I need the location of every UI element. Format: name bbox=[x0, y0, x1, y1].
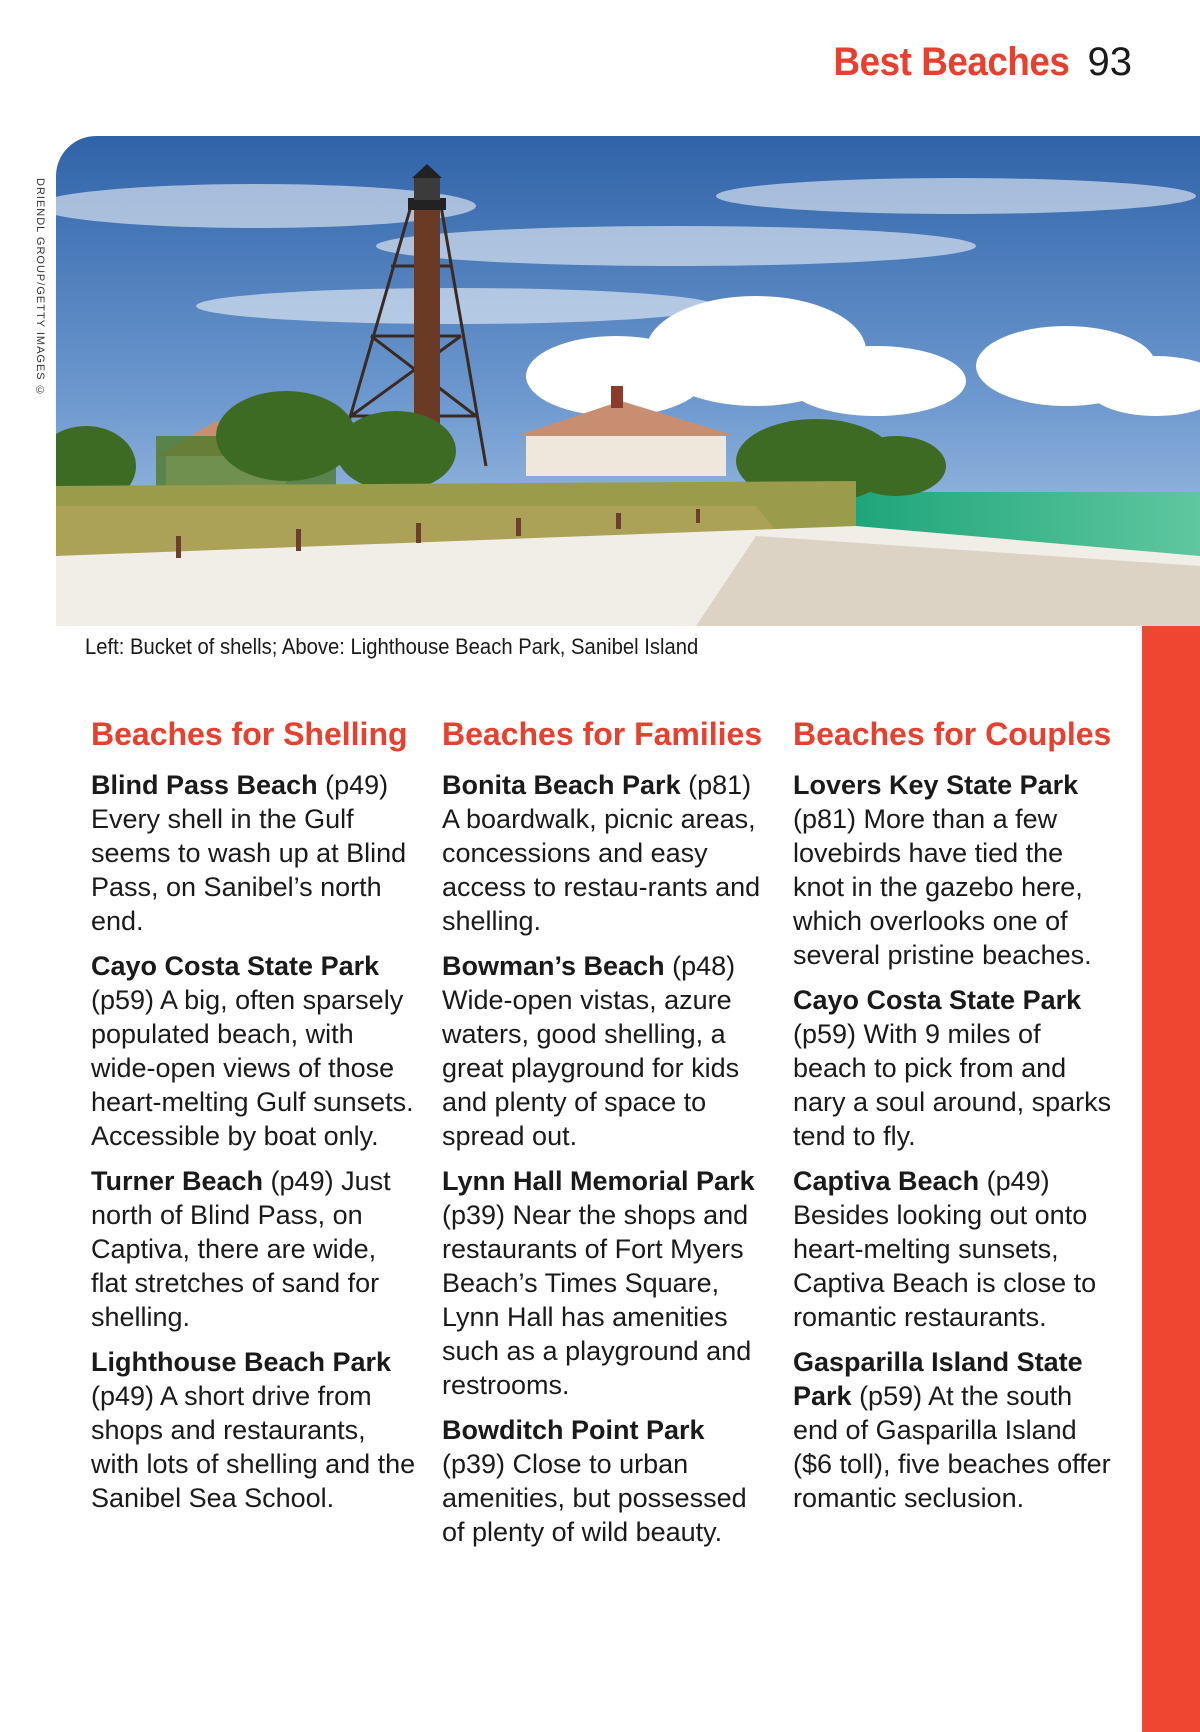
beach-name: Bowditch Point Park bbox=[442, 1415, 705, 1445]
list-item bbox=[793, 1345, 1118, 1515]
lighthouse-beach-photo bbox=[56, 136, 1200, 626]
list-item bbox=[442, 1164, 767, 1402]
heading-shelling: Beaches for Shelling bbox=[91, 716, 408, 752]
beach-name: Turner Beach bbox=[91, 1166, 264, 1196]
beach-name: Gasparilla Island State Park bbox=[793, 1347, 1083, 1411]
beach-name: Blind Pass Beach bbox=[91, 770, 318, 800]
beach-desc: (p59) At the south end of Gasparilla Island ($6 toll), five beaches offer romantic seclusion. bbox=[793, 1381, 1111, 1513]
beach-desc: (p49) Besides looking out onto heart-melting sunsets, Captiva Beach is close to romantic restaurants. bbox=[793, 1166, 1097, 1332]
beach-desc: (p39) Near the shops and restaurants of Fort Myers Beach’s Times Square, Lynn Hall has amenities such as a playground and restrooms. bbox=[442, 1200, 752, 1400]
beach-name: Lovers Key State Park bbox=[793, 770, 1079, 800]
photo-caption: Left: Bucket of shells; Above: Lighthouse Beach Park, Sanibel Island bbox=[85, 634, 699, 659]
beach-name: Captiva Beach bbox=[793, 1166, 980, 1196]
page-number: 93 bbox=[1087, 40, 1132, 84]
list-item bbox=[91, 1345, 416, 1515]
beach-desc: (p49) Just north of Blind Pass, on Captiva, there are wide, flat stretches of sand for shelling. bbox=[91, 1166, 391, 1332]
photo-credit: DRIENDL GROUP/GETTY IMAGES © bbox=[34, 178, 46, 398]
beach-desc: (p49) Every shell in the Gulf seems to wash up at Blind Pass, on Sanibel’s north end. bbox=[91, 770, 407, 936]
beach-name: Bowman’s Beach bbox=[442, 951, 665, 981]
beach-name: Bonita Beach Park bbox=[442, 770, 681, 800]
column-shelling bbox=[91, 716, 416, 1526]
beach-desc: (p81) More than a few lovebirds have tied the knot in the gazebo here, which overlooks one of several pristine beaches. bbox=[793, 804, 1092, 970]
column-couples bbox=[793, 716, 1118, 1526]
beach-desc: (p81) A boardwalk, picnic areas, concessions and easy access to restau-rants and shelling. bbox=[442, 770, 761, 936]
column-families bbox=[442, 716, 767, 1560]
list-item bbox=[793, 1164, 1118, 1334]
list-item bbox=[793, 983, 1118, 1153]
list-item bbox=[91, 1164, 416, 1334]
heading-couples: Beaches for Couples bbox=[793, 716, 1112, 752]
beach-desc: (p48) Wide-open vistas, azure waters, good shelling, a great playground for kids and plenty of space to spread out. bbox=[442, 951, 740, 1151]
beach-name: Cayo Costa State Park bbox=[91, 951, 380, 981]
list-item bbox=[442, 768, 767, 938]
beach-desc: (p59) With 9 miles of beach to pick from and nary a soul around, sparks tend to fly. bbox=[793, 1019, 1112, 1151]
list-item bbox=[442, 949, 767, 1153]
beach-name: Cayo Costa State Park bbox=[793, 985, 1082, 1015]
beach-desc: (p39) Close to urban amenities, but possessed of plenty of wild beauty. bbox=[442, 1449, 747, 1547]
list-item bbox=[793, 768, 1118, 972]
beach-name: Lynn Hall Memorial Park bbox=[442, 1166, 755, 1196]
beach-desc: (p59) A big, often sparsely populated beach, with wide-open views of those heart-melting Gulf sunsets. Accessible by boat only. bbox=[91, 985, 414, 1151]
beach-desc: (p49) A short drive from shops and restaurants, with lots of shelling and the Sanibel Sea School. bbox=[91, 1381, 416, 1513]
list-item bbox=[442, 1413, 767, 1549]
list-item bbox=[91, 949, 416, 1153]
page-header bbox=[813, 40, 1132, 85]
section-title: Best Beaches bbox=[833, 40, 1070, 84]
heading-families: Beaches for Families bbox=[442, 716, 763, 752]
beach-name: Lighthouse Beach Park bbox=[91, 1347, 392, 1377]
list-item bbox=[91, 768, 416, 938]
